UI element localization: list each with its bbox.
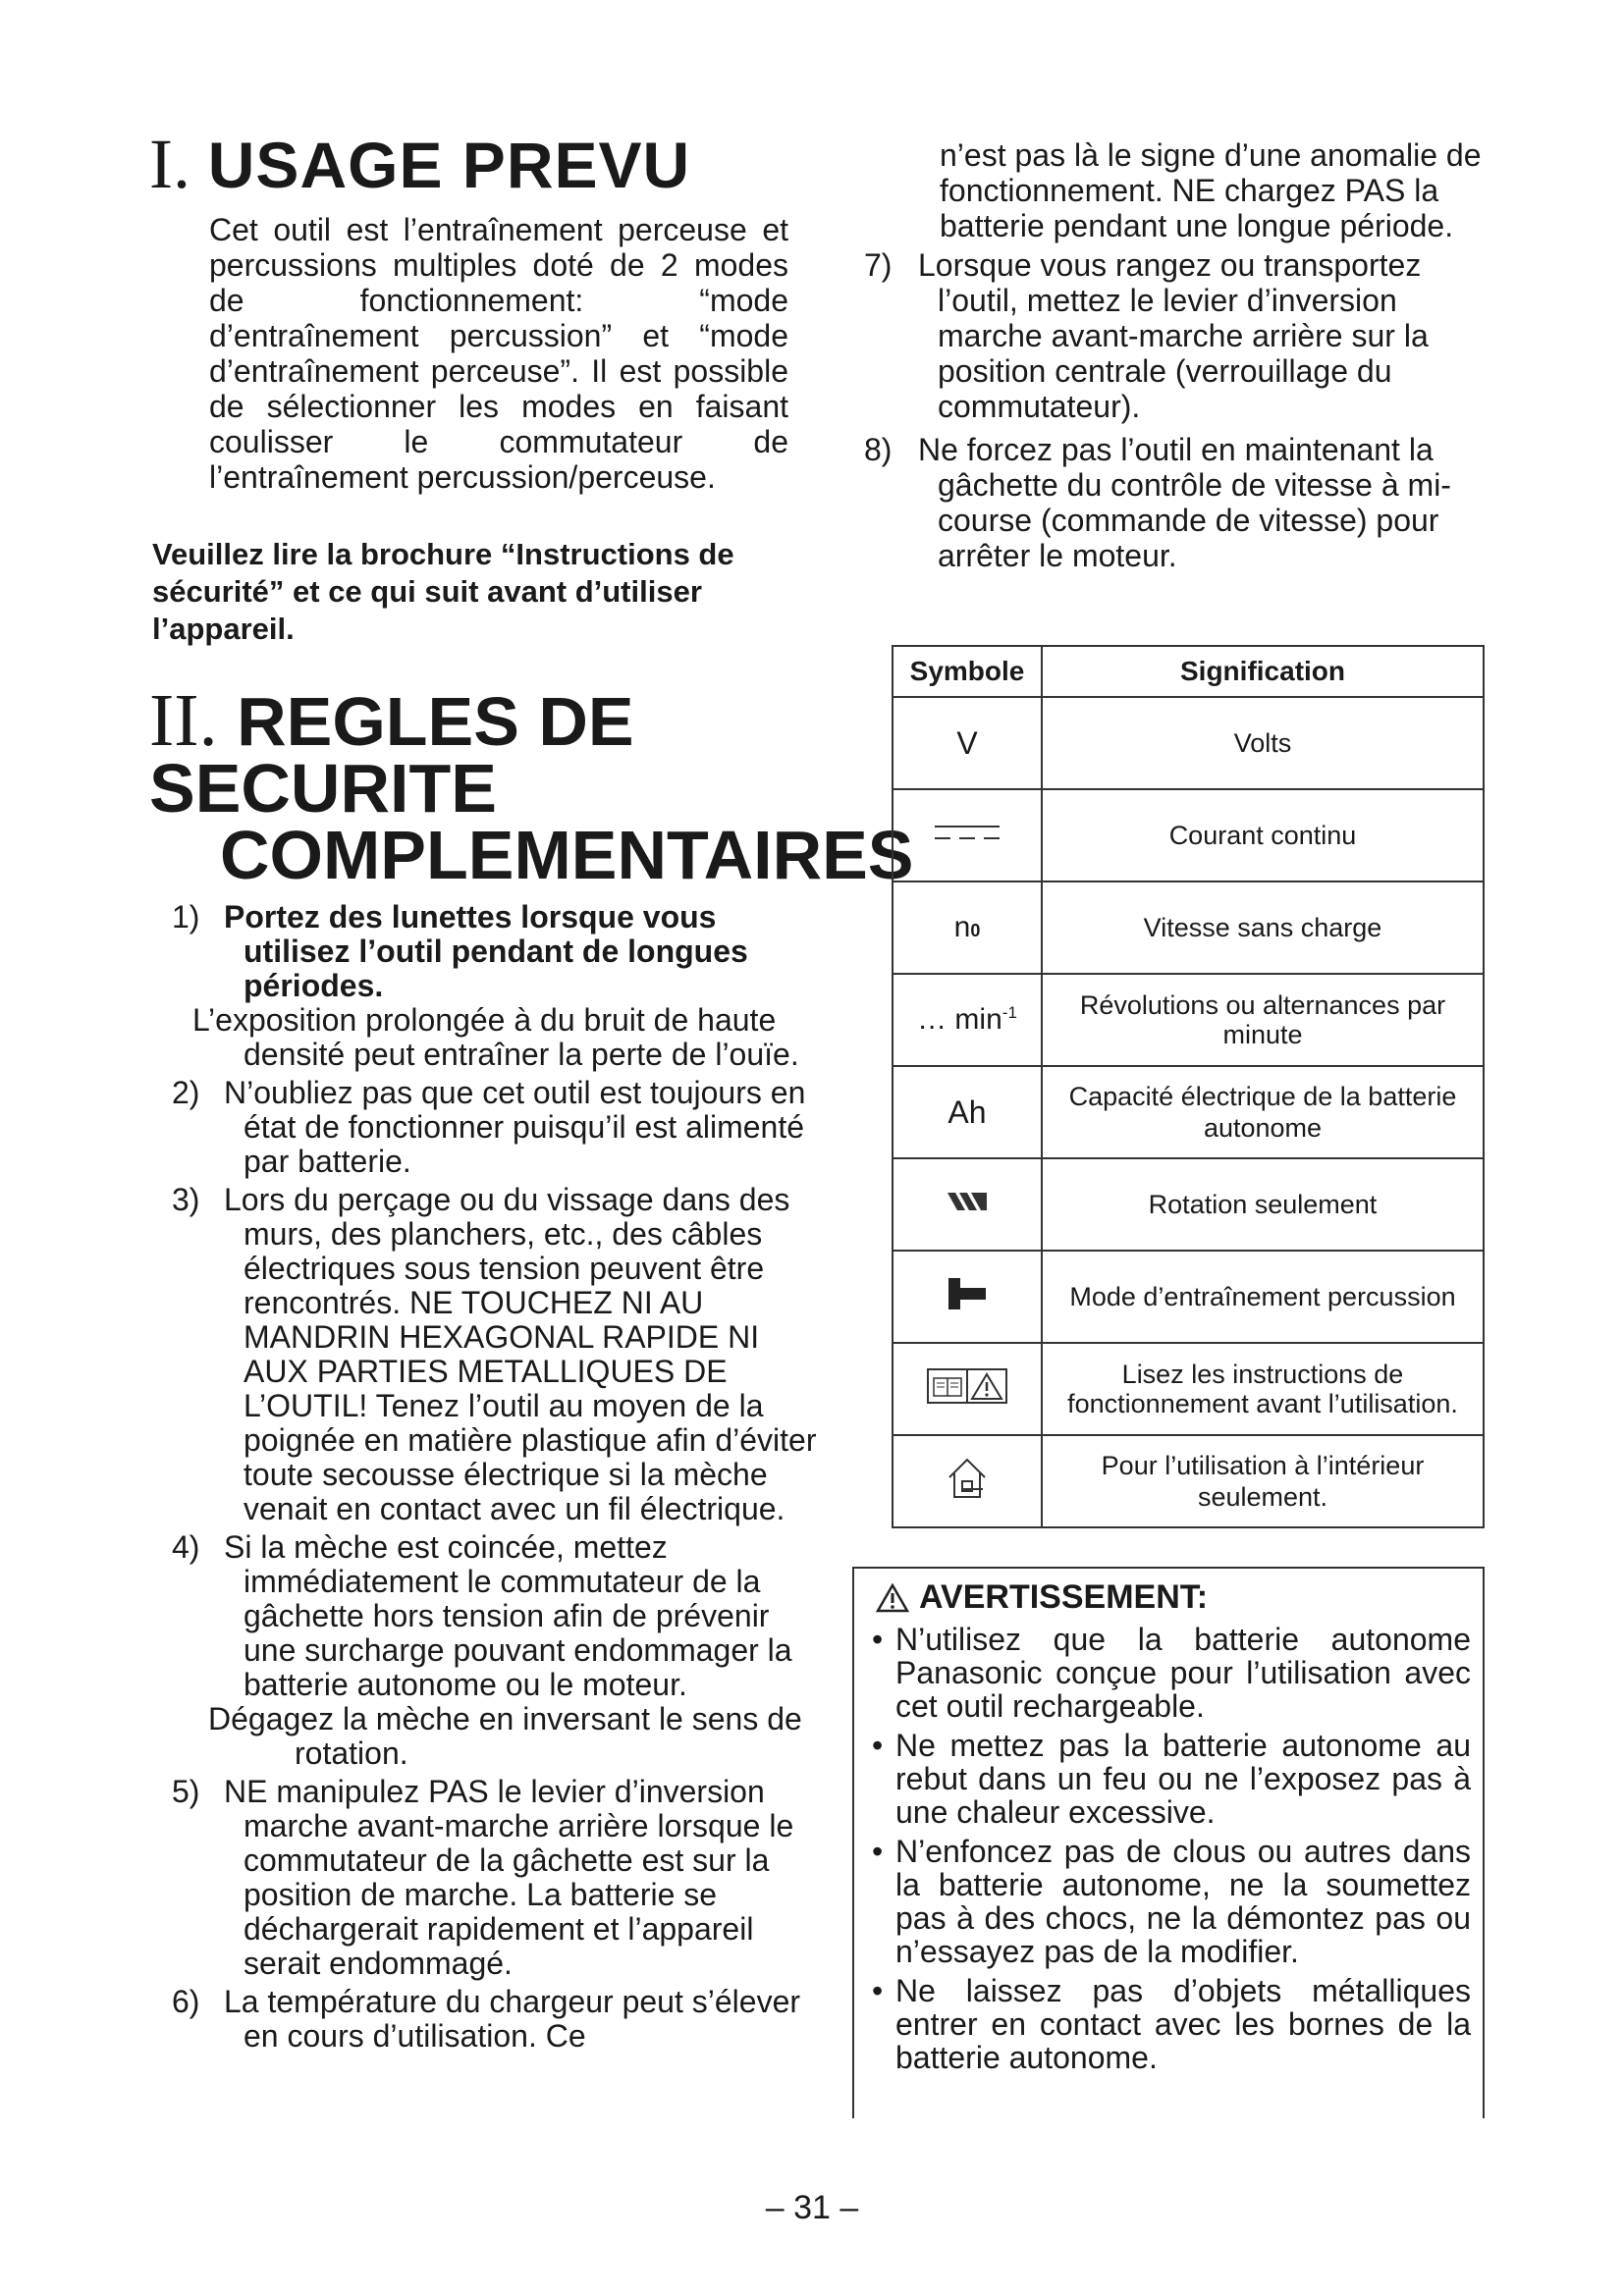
read-instructions-icon	[926, 1366, 1008, 1406]
meaning-cell: Mode d’entraînement percussion	[1042, 1251, 1484, 1343]
safety-rules-list	[152, 900, 820, 2054]
indoor-use-icon	[946, 1456, 989, 1501]
table-row	[893, 697, 1484, 789]
rule-subparagraph	[192, 1003, 820, 1072]
rule-item	[152, 1076, 820, 1179]
bullet-icon: •	[872, 1973, 884, 2008]
meaning-cell: Volts	[1042, 697, 1484, 789]
table-row	[893, 974, 1484, 1066]
rule-text: Portez des lunettes lorsque vous utilisez l’outil pendant de longues périodes.	[224, 899, 748, 1003]
section-2-title-line2: COMPLEMENTAIRES	[220, 817, 914, 893]
section-1-note: Veuillez lire la brochure “Instructions de sécurité” et ce qui suit avant d’utiliser l’appareil.	[152, 537, 734, 646]
rule-text: NE manipulez PAS le levier d’inversion marche avant-marche arrière lorsque le commutateur de la gâchette est sur la position de marche. La batterie se déchargerait rapidement et l’appareil serait endommagé.	[224, 1774, 794, 1981]
section-1-body: Cet outil est l’entraînement perceuse et percussions multiples doté de 2 modes de fonctionnement: “mode d’entraînement percussion” et “mode d’entraînement perceuse”. Il est possible de sélectionner les modes en faisant coulisser le commutateur de l’entraînement percussion/perceuse.	[209, 212, 788, 495]
rule-item	[152, 1530, 820, 1771]
rule-item	[152, 1985, 820, 2054]
rule-item	[152, 1775, 820, 1981]
right-column	[864, 137, 1492, 573]
rule-sub-text: L’exposition prolongée à du bruit de haute densité peut entraîner la perte de l’ouïe.	[192, 1002, 799, 1072]
rule-item	[152, 1183, 820, 1526]
symbol-cell	[893, 789, 1042, 881]
min-symbol: … min	[917, 1003, 1002, 1036]
symbol-cell	[893, 1435, 1042, 1527]
bullet-icon: •	[872, 1622, 884, 1657]
warning-box	[852, 1567, 1485, 2118]
dc-current-icon	[933, 821, 1001, 844]
no-load-speed-icon: n0	[953, 911, 981, 943]
rule-subparagraph	[173, 1702, 820, 1771]
impact-mode-icon	[947, 1274, 988, 1313]
table-header-row	[893, 646, 1484, 697]
rule-item	[864, 432, 1492, 573]
symbol-table	[892, 645, 1485, 1528]
warning-item	[864, 1974, 1471, 2074]
rule-text: N’oubliez pas que cet outil est toujours en état de fonctionner puisqu’il est alimenté par batterie.	[224, 1075, 806, 1179]
symbol-cell	[893, 974, 1042, 1066]
header-meaning: Signification	[1042, 646, 1484, 697]
table-row	[893, 1158, 1484, 1251]
warning-item	[864, 1729, 1471, 1829]
rule-number: 1)	[172, 899, 200, 934]
warning-item	[864, 1835, 1471, 1968]
min-superscript: -1	[1001, 1003, 1017, 1022]
meaning-cell: Vitesse sans charge	[1042, 881, 1484, 974]
rule-item	[864, 247, 1492, 424]
warning-text: Ne laissez pas d’objets métalliques entrer en contact avec les bornes de la batterie autonome.	[895, 1973, 1471, 2075]
symbol-cell	[893, 1343, 1042, 1435]
rule-number: 6)	[172, 1984, 200, 2019]
rule-text: Si la mèche est coincée, mettez immédiatement le commutateur de la gâchette hors tension afin de prévenir une surcharge pouvant endommager la batterie autonome ou le moteur.	[224, 1529, 792, 1702]
meaning-cell: Courant continu	[1042, 789, 1484, 881]
page-number: – 31 –	[765, 2189, 859, 2226]
section-safety	[149, 679, 914, 2054]
warning-heading	[876, 1578, 1483, 1617]
rule-text: La température du chargeur peut s’élever en cours d’utilisation. Ce	[224, 1984, 801, 2054]
section-2-roman: II.	[149, 679, 218, 762]
bullet-icon: •	[872, 1728, 884, 1763]
meaning-cell: Capacité électrique de la batterie autonome	[1042, 1066, 1484, 1158]
rule-number: 4)	[172, 1529, 200, 1565]
table-row	[893, 789, 1484, 881]
symbol-cell	[893, 1158, 1042, 1251]
rule-text: Lors du perçage ou du vissage dans des murs, des planchers, etc., des câbles électriques sous tension peuvent être rencontrés. NE TOUCHEZ NI AU MANDRIN HEXAGONAL RAPIDE NI AUX PARTIES METALLIQUES DE L’OUTIL! Tenez l’outil au moyen de la poignée en matière plastique afin d’éviter toute secousse électrique si la mèche venait en contact avec un fil électrique.	[224, 1182, 817, 1526]
section-1-title: USAGE PREVU	[207, 129, 691, 201]
section-1-heading	[149, 125, 820, 203]
warning-triangle-icon	[876, 1583, 909, 1613]
warning-list	[854, 1623, 1483, 2074]
rotation-only-icon	[946, 1189, 989, 1214]
bullet-icon: •	[872, 1834, 884, 1869]
section-1-roman: I.	[149, 125, 190, 203]
table-row	[893, 1343, 1484, 1435]
section-2-heading	[149, 679, 914, 893]
rule-item	[152, 900, 820, 1072]
rule-text: Ne forcez pas l’outil en maintenant la gâchette du contrôle de vitesse à mi-course (commande de vitesse) pour arrêter le moteur.	[918, 432, 1451, 573]
symbol-cell	[893, 881, 1042, 974]
table-row	[893, 1066, 1484, 1158]
warning-text: N’enfoncez pas de clous ou autres dans la batterie autonome, ne la soumettez pas à des chocs, ne la démontez pas ou n’essayez pas de la modifier.	[895, 1834, 1471, 1969]
section-2-title-line1: REGLES DE SECURITE	[149, 683, 634, 827]
header-symbol: Symbole	[893, 646, 1042, 697]
symbol-cell	[893, 1251, 1042, 1343]
warning-text: Ne mettez pas la batterie autonome au rebut dans un feu ou ne l’exposez pas à une chaleur excessive.	[895, 1728, 1471, 1830]
meaning-cell: Rotation seulement	[1042, 1158, 1484, 1251]
rule-6-continuation: n’est pas là le signe d’une anomalie de fonctionnement. NE chargez PAS la batterie pendant une longue période.	[940, 137, 1482, 243]
symbol-cell: Ah	[893, 1066, 1042, 1158]
rule-text: Lorsque vous rangez ou transportez l’outil, mettez le levier d’inversion marche avant-marche arrière sur la position centrale (verrouillage du commutateur).	[918, 247, 1429, 424]
table-row	[893, 1435, 1484, 1527]
symbol-cell: V	[893, 697, 1042, 789]
warning-title: AVERTISSEMENT:	[919, 1578, 1209, 1616]
warning-item	[864, 1623, 1471, 1723]
table-row	[893, 881, 1484, 974]
meaning-cell: Pour l’utilisation à l’intérieur seulement.	[1042, 1435, 1484, 1527]
meaning-cell: Révolutions ou alternances par minute	[1042, 974, 1484, 1066]
section-usage	[149, 125, 820, 648]
meaning-cell: Lisez les instructions de fonctionnement avant l’utilisation.	[1042, 1343, 1484, 1435]
rule-number: 5)	[172, 1774, 200, 1809]
table-row	[893, 1251, 1484, 1343]
rule-number: 2)	[172, 1075, 200, 1110]
rule-sub-text: Dégagez la mèche en inversant le sens de rotation.	[208, 1701, 802, 1771]
warning-text: N’utilisez que la batterie autonome Panasonic conçue pour l’utilisation avec cet outil rechargeable.	[895, 1622, 1471, 1724]
left-column	[149, 125, 914, 2057]
rule-number: 7)	[864, 247, 893, 283]
rule-number: 3)	[172, 1182, 200, 1217]
rule-number: 8)	[864, 432, 893, 467]
